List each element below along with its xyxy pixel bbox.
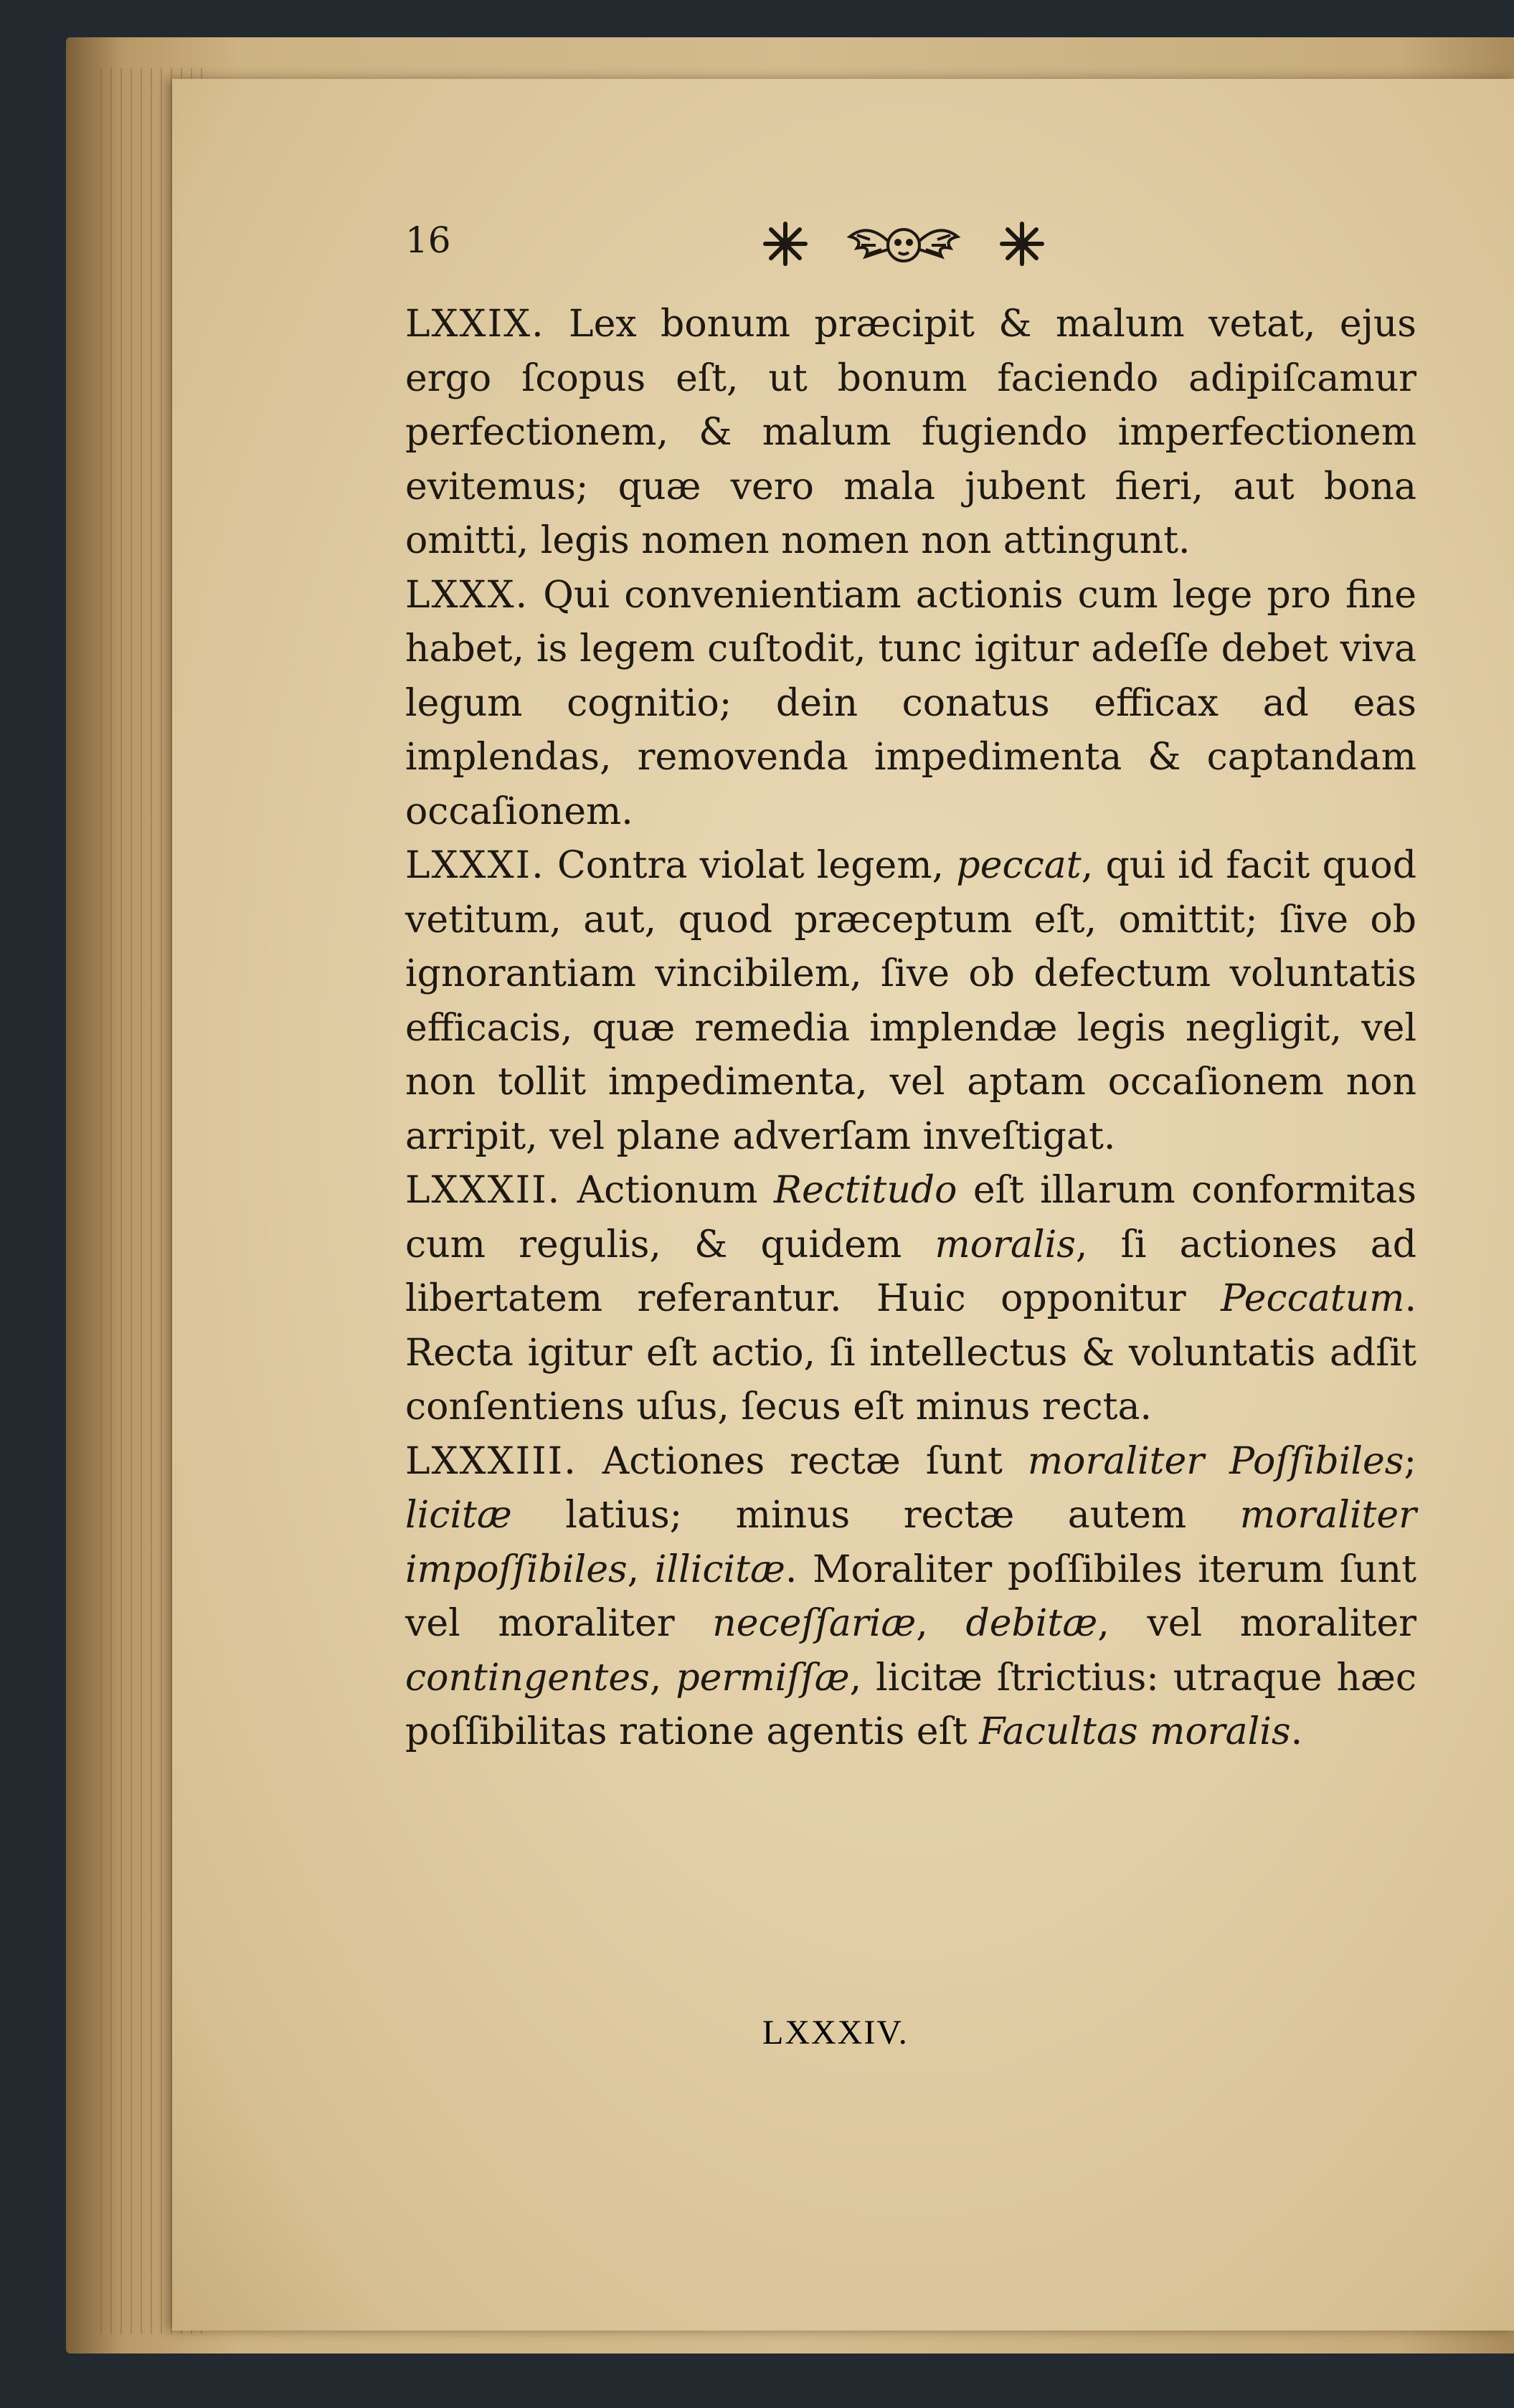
paragraph-lxxx	[405, 569, 1416, 840]
paragraph-text: ,	[916, 1602, 966, 1645]
paragraph-text: Lex bonum præcipit & malum vetat, ejus ergo ſcopus eſt, ut bonum faciendo adipiſcamur perfectionem, & malum fugiendo imperfectionem evitemus; quæ vero mala jubent fieri, aut bona omitti, legis nomen nomen non attingunt.	[405, 303, 1416, 562]
paragraph-text: latius; minus rectæ autem	[511, 1494, 1240, 1537]
catchword: LXXXIV.	[762, 2014, 909, 2052]
paragraph-number: LXXXIII.	[405, 1439, 577, 1483]
italic-term: illicitæ	[654, 1547, 785, 1591]
italic-term: Peccatum	[1221, 1277, 1405, 1320]
paragraph-lxxxi	[405, 839, 1416, 1164]
paragraph-lxxxii	[405, 1164, 1416, 1435]
star-ornament-left-icon	[765, 224, 805, 264]
paragraph-text: Qui convenientiam actionis cum lege pro fine habet, is legem cuſtodit, tunc igitur adeſſe debet viva legum cognitio; dein conatus efficax ad eas implendas, removenda impedimenta & captandam occaſionem.	[405, 573, 1416, 833]
italic-term: peccat	[956, 844, 1082, 887]
italic-term: neceſſariæ	[712, 1602, 917, 1645]
italic-term: debitæ	[965, 1602, 1098, 1645]
paragraph-list	[405, 298, 1416, 1760]
star-ornament-right-icon	[1002, 224, 1042, 264]
paragraph-text: eſt illarum conformitas cum regulis, & quidem	[405, 1169, 1416, 1266]
header-ornament-icon	[742, 215, 1065, 272]
paragraph-lxxix	[405, 298, 1416, 569]
paragraph-text: , vel moraliter	[1097, 1602, 1416, 1645]
paragraph-number: LXXXII.	[405, 1169, 562, 1212]
italic-term: licitæ	[405, 1494, 512, 1537]
italic-term: Rectitudo	[773, 1169, 957, 1212]
italic-term: contingentes	[405, 1656, 650, 1700]
paragraph-text: . Recta igitur eſt actio, ſi intellectus & voluntatis adſit conſentiens uſus, ſecus eſt minus recta.	[405, 1277, 1416, 1428]
paragraph-text: Actiones rectæ ſunt	[577, 1439, 1028, 1483]
paragraph-text: ,	[649, 1656, 676, 1700]
paragraph-text: Actionum	[561, 1169, 774, 1212]
paragraph-lxxxiii	[405, 1435, 1416, 1760]
page-number: 16	[405, 219, 451, 261]
italic-term: moraliter Poſſibiles	[1027, 1439, 1404, 1483]
italic-term: moralis	[935, 1223, 1076, 1266]
paragraph-text: . Moraliter poſſibiles iterum ſunt vel moraliter	[405, 1547, 1416, 1645]
paragraph-text: , ſi actiones ad libertatem referantur. Huic opponitur	[405, 1223, 1416, 1320]
page-header	[405, 204, 1416, 298]
text-block	[405, 204, 1416, 1760]
italic-term: Facultas moralis	[979, 1710, 1291, 1753]
paragraph-number: LXXXI.	[405, 844, 545, 887]
paragraph-text: .	[1290, 1710, 1303, 1753]
italic-term: moraliter impoſſibiles	[405, 1494, 1416, 1591]
paragraph-text: , qui id facit quod vetitum, aut, quod præceptum eſt, omittit; ſive ob ignorantiam vincibilem, ſive ob defectum voluntatis efficacis, quæ remedia implendæ legis negligit, vel non tollit impedimenta, vel aptam occaſionem non arripit, vel plane adverſam inveſtigat.	[405, 844, 1416, 1158]
cherub-ornament-icon	[850, 229, 957, 261]
italic-term: permiſſæ	[676, 1656, 850, 1700]
paragraph-number: LXXIX.	[405, 303, 545, 346]
paragraph-text: , licitæ ſtrictius: utraque hæc poſſibilitas ratione agentis eſt	[405, 1656, 1417, 1753]
paragraph-text: ;	[1404, 1439, 1416, 1483]
paragraph-text: Contra violat legem,	[544, 844, 957, 887]
paragraph-text: ,	[627, 1547, 655, 1591]
paragraph-number: LXXX.	[405, 573, 529, 617]
